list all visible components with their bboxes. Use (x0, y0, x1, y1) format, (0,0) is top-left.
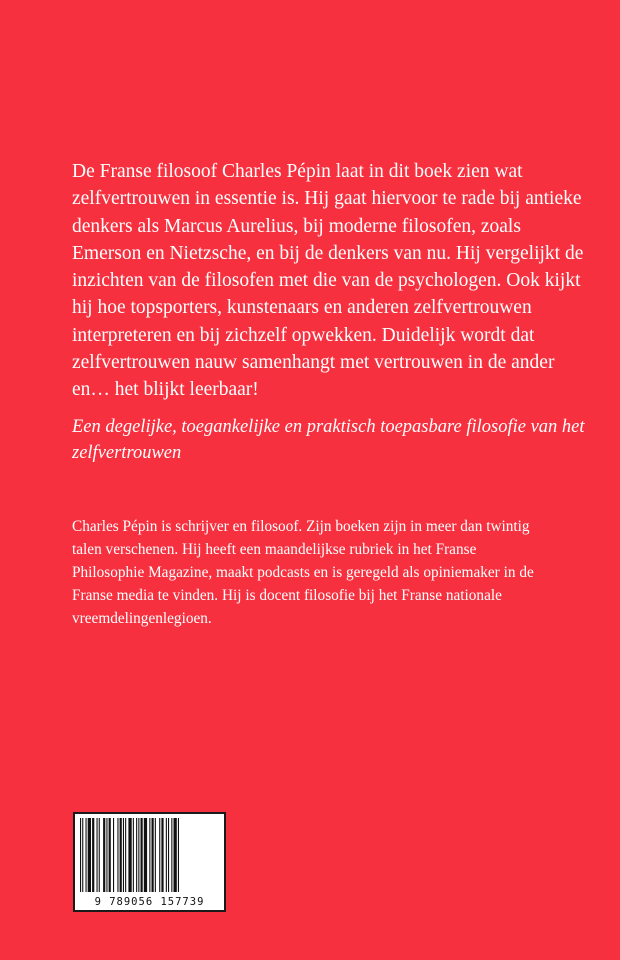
barcode-bar (97, 818, 98, 892)
barcode-bar (120, 818, 122, 892)
barcode-bar (133, 818, 134, 892)
barcode-bar (88, 818, 91, 892)
barcode-bar (109, 818, 111, 892)
isbn-digits: 9 789056 157739 (94, 896, 205, 908)
book-tagline: Een degelijke, toegankelijke en praktisch toepasbare filosofie van het zelfvertrouwen (72, 417, 585, 463)
barcode-bar (82, 818, 83, 892)
barcode-bar (174, 818, 177, 892)
book-blurb: De Franse filosoof Charles Pépin laat in dit boek zien wat zelfvertrouwen in essentie is. Hij gaat hiervoor te rade bij antieke denkers als Marcus Aurelius, bij moderne filosofen, zoals Emerson en Nietzsche, en bij de denkers van nu. Hij vergelijkt de inzichten van de filosofen met die van de psychologen. Ook kijkt hij hoe topsporters, kunstenaars en anderen zelfvertrouwen interpreteren en bij zichzelf opwekken. Duidelijk wordt dat zelfvertrouwen nauw samenhangt met vertrouwen in de ander en… het blijkt leerbaar! (72, 161, 584, 401)
barcode-bar (149, 818, 150, 892)
barcode-bar (117, 818, 118, 892)
barcode-bar (159, 818, 160, 892)
barcode-bar (178, 818, 179, 892)
barcode-bar (161, 818, 163, 892)
barcode-bar (168, 818, 169, 892)
author-bio: Charles Pépin is schrijver en filosoof. Zijn boeken zijn in meer dan twintig talen verschenen. Hij heeft een maandelijkse rubriek in het Franse Philosophie Magazine, maakt podcasts en is geregeld als opiniemaker in de Franse media te vinden. Hij is docent filosofie bij het Franse nationale vreemdelingenlegioen. (72, 518, 534, 627)
barcode-bar (141, 818, 143, 892)
barcode-bar (128, 818, 131, 892)
barcode-bar (171, 818, 172, 892)
barcode-bar (113, 818, 114, 892)
barcode-bar (80, 818, 81, 892)
barcode-bar (138, 818, 139, 892)
barcode-bar (86, 818, 87, 892)
barcode-bar (166, 818, 167, 892)
barcode-bar (152, 818, 154, 892)
barcode-bar (123, 818, 124, 892)
barcode-bar (103, 818, 105, 892)
barcode-bar (125, 818, 126, 892)
barcode-bar (106, 818, 107, 892)
barcode-bar (155, 818, 156, 892)
barcode-bar (92, 818, 94, 892)
barcode-bar (136, 818, 137, 892)
barcode-bar (144, 818, 147, 892)
isbn-barcode (73, 812, 226, 912)
barcode-bar (99, 818, 100, 892)
